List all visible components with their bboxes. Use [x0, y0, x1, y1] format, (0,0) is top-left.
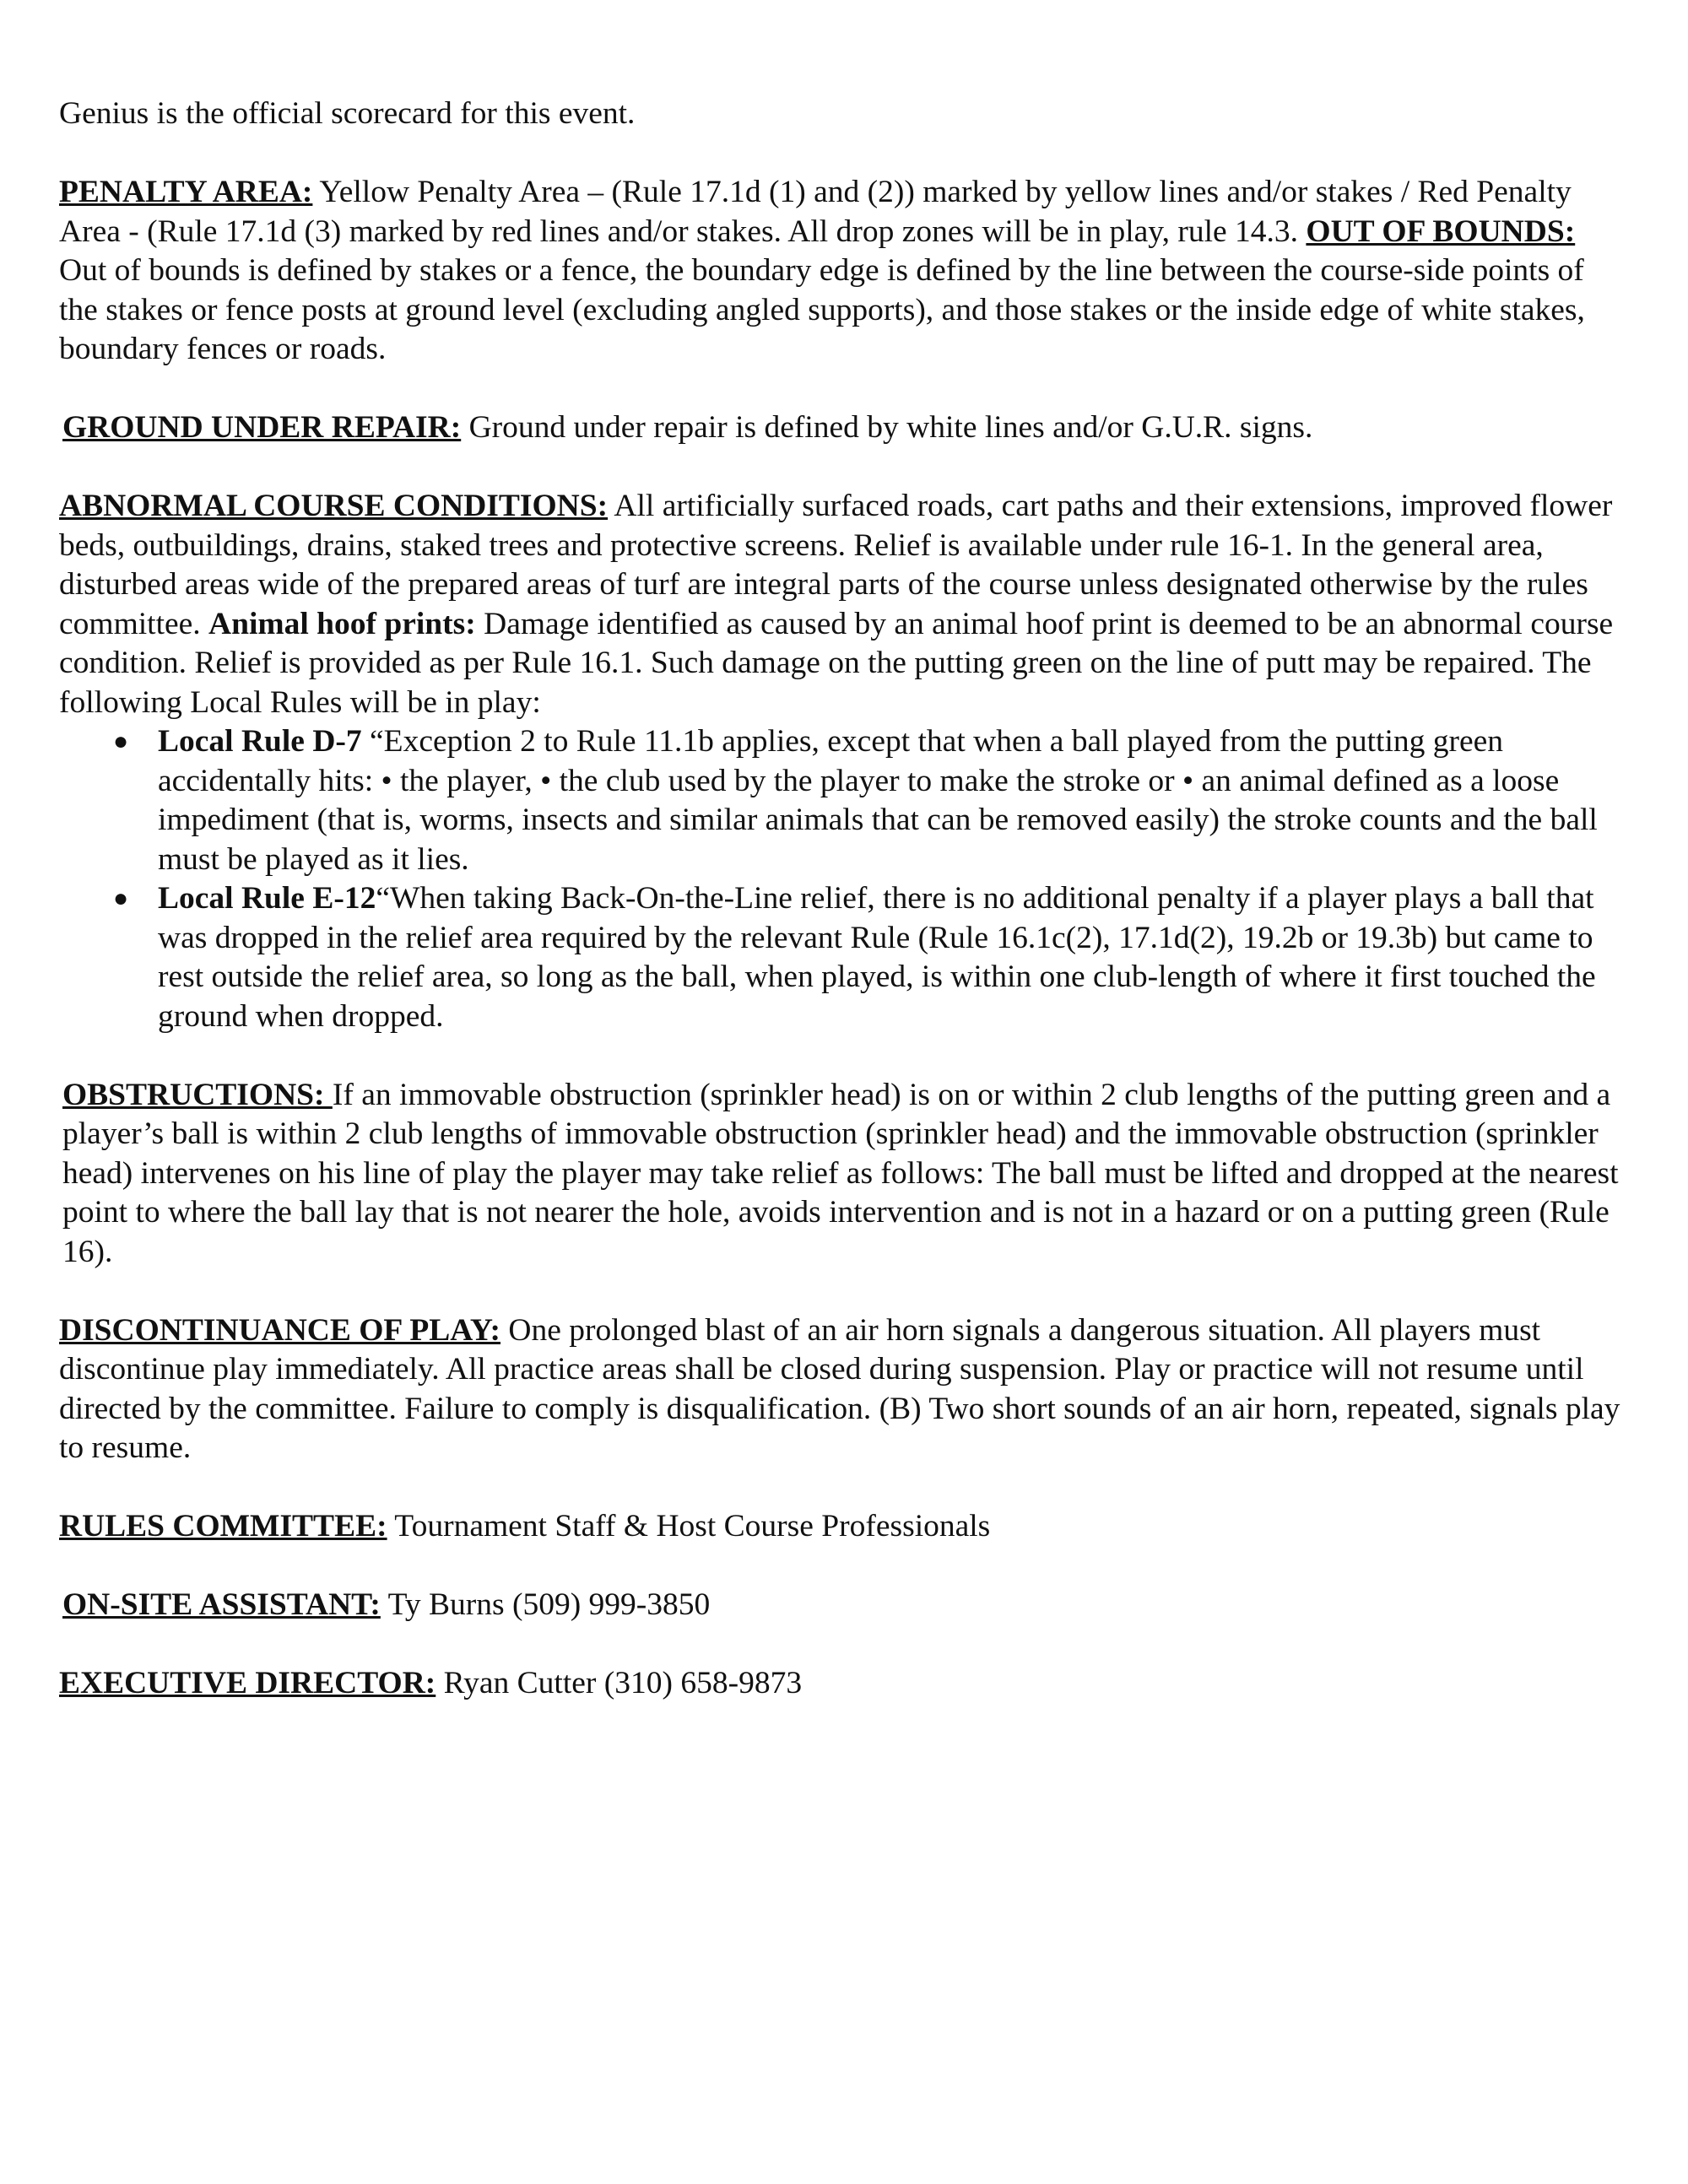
local-rule-label: Local Rule E-12 [158, 881, 376, 916]
discontinuance-section [59, 1311, 1629, 1468]
document-page [59, 95, 1629, 1743]
obstructions-heading: OBSTRUCTIONS: [62, 1077, 333, 1112]
local-rule-label: Local Rule D-7 [158, 724, 362, 759]
ground-under-repair-text: Ground under repair is defined by white lines and/or G.U.R. signs. [461, 410, 1313, 445]
out-of-bounds-heading: OUT OF BOUNDS: [1306, 214, 1576, 249]
discontinuance-heading: DISCONTINUANCE OF PLAY: [59, 1312, 501, 1348]
rules-committee-text: Tournament Staff & Host Course Professionals [387, 1509, 991, 1543]
rules-committee-section [59, 1507, 1629, 1547]
onsite-assistant-text: Ty Burns (509) 999-3850 [380, 1587, 711, 1622]
local-rules-list [59, 722, 1629, 1036]
bullet-icon: ● [113, 884, 129, 912]
abnormal-conditions-section [59, 487, 1629, 1036]
onsite-assistant-heading: ON-SITE ASSISTANT: [62, 1587, 381, 1622]
out-of-bounds-text: Out of bounds is defined by stakes or a fence, the boundary edge is defined by the line between the course-side points of the stakes or fence posts at ground level (excluding angled supports), and those stakes or the inside edge of white stakes, boundary fences or roads. [59, 253, 1585, 366]
ground-under-repair-heading: GROUND UNDER REPAIR: [62, 410, 462, 445]
abnormal-conditions-heading: ABNORMAL COURSE CONDITIONS: [59, 489, 609, 523]
local-rule-item [59, 879, 1629, 1036]
local-rule-text: “Exception 2 to Rule 11.1b applies, except that when a ball played from the putting green accidentally hits: • the player, • the club used by the player to make the stroke or • an animal defined as a loose impediment (that is, worms, insects and similar animals that can be removed easily) the stroke counts and the ball must be played as it lies. [158, 724, 1598, 877]
abnormal-conditions-text: All artificially surfaced roads, cart paths and their extensions, improved flower beds, outbuildings, drains, staked trees and protective screens. Relief is available under rule 16-1. In the general area, disturbed areas wide of the prepared areas of turf are integral parts of the course unless designated otherwise by the rules committee. [59, 489, 1613, 641]
obstructions-section [59, 1076, 1629, 1273]
penalty-area-section [59, 173, 1629, 370]
ground-under-repair-section [59, 408, 1629, 448]
abnormal-conditions-paragraph [59, 487, 1629, 722]
discontinuance-text: One prolonged blast of an air horn signals a dangerous situation. All players must discontinue play immediately. All practice areas shall be closed during suspension. Play or practice will not resume until directed by the committee. Failure to comply is disqualification. (B) Two short sounds of an air horn, repeated, signals play to resume. [59, 1312, 1620, 1465]
onsite-assistant-section [59, 1586, 1629, 1625]
penalty-area-text: Yellow Penalty Area – (Rule 17.1d (1) and (2)) marked by yellow lines and/or stakes / Red Penalty Area - (Rule 17.1d (3) marked by red lines and/or stakes. All drop zones will be in play, rule 14.3. [59, 175, 1572, 249]
local-rule-item [59, 722, 1629, 879]
local-rule-text: “When taking Back-On-the-Line relief, there is no additional penalty if a player plays a ball that was dropped in the relief area required by the relevant Rule (Rule 16.1c(2), 17.1d(2), 19.2b or 19.3b) but came to rest outside the relief area, so long as the ball, when played, is within one club-length of where it first touched the ground when dropped. [158, 881, 1596, 1034]
obstructions-text: If an immovable obstruction (sprinkler head) is on or within 2 club lengths of the putting green and a player’s ball is within 2 club lengths of immovable obstruction (sprinkler head) and the immovable obstruction (sprinkler head) intervenes on his line of play the player may take relief as follows: The ball must be lifted and dropped at the nearest point to where the ball lay that is not nearer the hole, avoids intervention and is not in a hazard or on a putting green (Rule 16). [62, 1077, 1619, 1269]
executive-director-section [59, 1664, 1629, 1704]
executive-director-text: Ryan Cutter (310) 658-9873 [436, 1666, 803, 1700]
animal-hoof-prints-text: Damage identified as caused by an animal hoof print is deemed to be an abnormal course condition. Relief is provided as per Rule 16.1. Such damage on the putting green on the line of putt may be repaired. The following Local Rules will be in play: [59, 606, 1614, 720]
rules-committee-heading: RULES COMMITTEE: [59, 1509, 387, 1543]
animal-hoof-prints-label: Animal hoof prints: [208, 606, 476, 641]
intro-text: Genius is the official scorecard for this event. [59, 96, 636, 131]
executive-director-heading: EXECUTIVE DIRECTOR: [59, 1666, 436, 1700]
bullet-icon: ● [113, 727, 129, 755]
penalty-area-heading: PENALTY AREA: [59, 175, 313, 209]
